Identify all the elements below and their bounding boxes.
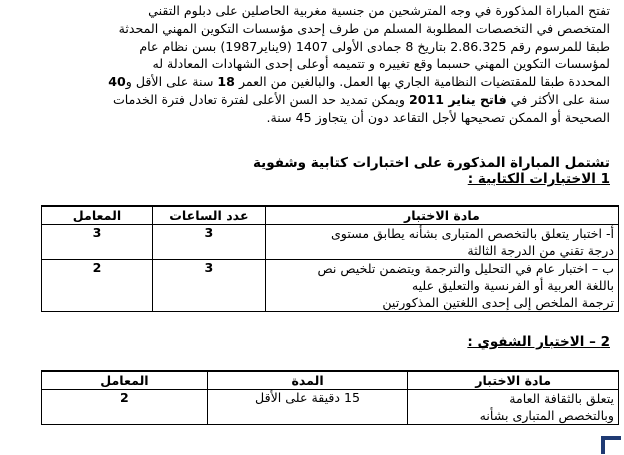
hours-cell: 3 [152, 260, 265, 312]
intro-paragraph [10, 2, 610, 127]
intro-line-date [10, 91, 610, 109]
table-row [42, 225, 619, 260]
subject-line: وبالتخصص المتبارى بشأنه [479, 408, 614, 423]
coefficient-cell: 2 [42, 260, 153, 312]
subject-line: باللغة العربية أو الفرنسية والتعليق عليه [411, 278, 614, 293]
subject-cell [265, 225, 618, 260]
intro-line: المتخصص في التخصصات المطلوبة المسلم من طرف إحدى مؤسسات التكوين المهني المحدثة [118, 20, 610, 36]
subject-line: درجة تقني من الدرجة الثالثة [467, 243, 614, 258]
intro-line-age [10, 73, 610, 91]
header-coefficient: المعامل [42, 371, 208, 390]
table-header-row [42, 206, 619, 225]
subject-line: يتعلق بالثقافة العامة [509, 391, 614, 406]
coefficient-cell: 2 [42, 390, 208, 425]
intro-line: لمؤسسات التكوين المهني حسبما وقع تغييره و تتميمه أوعلى إحدى الشهادات المعادلة له [152, 56, 610, 72]
subject-cell [408, 390, 619, 425]
coefficient-cell: 3 [42, 225, 153, 260]
corner-bracket-mark [601, 436, 621, 454]
subject-cell [265, 260, 618, 312]
duration-cell: 15 دقيقة على الأقل [207, 390, 407, 425]
table-row [42, 260, 619, 312]
intro-line: تفتح المباراة المذكورة في وجه المترشحين من جنسية مغربية الحاصلين على دبلوم التقني [148, 3, 610, 18]
table-row [42, 390, 619, 425]
subject-line: ترجمة الملخص إلى إحدى اللغتين المذكورتين [382, 295, 614, 310]
oral-exam-table [41, 370, 619, 425]
written-exams-table [41, 205, 619, 312]
intro-text: ويمكن تمديد حد السن الأعلى لفترة تعادل فترة الخدمات [112, 91, 405, 107]
reference-date: فاتح يناير 2011 [408, 91, 507, 107]
exams-heading: تشتمل المباراة المذكورة على اختبارات كتابية وشفوية [252, 155, 610, 171]
table-header-row [42, 371, 619, 390]
subject-line: أ- اختبار يتعلق بالتخصص المتبارى بشأنه يطابق مستوى [330, 226, 614, 241]
intro-text: المحددة طبقا للمقتضيات النظامية الجاري بها العمل. والبالغين من العمر [238, 74, 610, 90]
intro-line: طبقا للمرسوم رقم 2.86.325 بتاريخ 8 جمادى الأولى 1407 (9يناير1987) بسن نظام عام [139, 38, 610, 54]
hours-cell: 3 [152, 225, 265, 260]
age-max: 40 [108, 74, 126, 90]
intro-text: سنة على الأقل و [125, 74, 214, 90]
intro-text: سنة على الأكثر في [510, 91, 610, 107]
age-min: 18 [217, 74, 235, 90]
intro-line: الصحيحة أو الممكن تصحيحها لأجل التقاعد دون أن يتجاوز 45 سنة. [266, 109, 610, 125]
subject-line: ب – اختبار عام في التحليل والترجمة ويتضمن تلخيص نص [317, 261, 614, 276]
oral-exam-heading: 2 – الاختبار الشفوي : [467, 334, 610, 350]
written-exams-heading: 1 الاختبارات الكتابية : [467, 171, 610, 187]
header-duration: المدة [207, 371, 407, 390]
header-hours: عدد الساعات [152, 206, 265, 225]
header-subject: مادة الاختبار [408, 371, 619, 390]
header-coefficient: المعامل [42, 206, 153, 225]
header-subject: مادة الاختبار [265, 206, 618, 225]
